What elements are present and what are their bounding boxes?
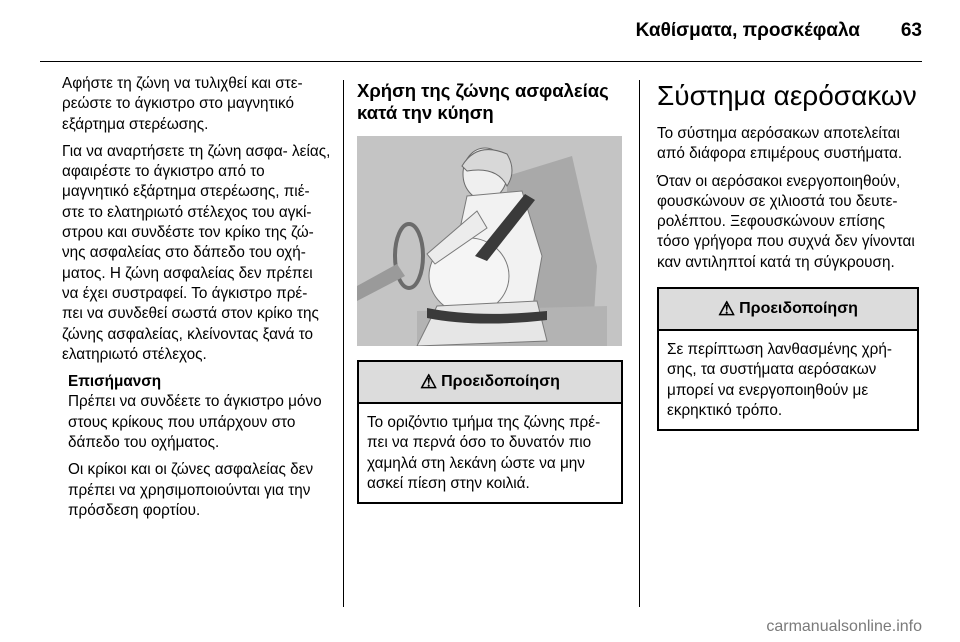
warning-title: Προειδοποίηση xyxy=(739,300,858,318)
airbag-section-title: Σύστημα αερόσακων xyxy=(657,80,917,111)
note-paragraph-hook: Πρέπει να συνδέετε το άγκιστρο μόνο στους κρίκους που υπάρχουν στο δάπεδο του οχήματος. xyxy=(68,393,322,452)
warning-text: Το οριζόντιο τμήμα της ζώνης πρέ- πει να περνά όσο το δυνατόν πιο χαμηλά στη λεκάνη ώστε να μην ασκεί πίεση στην κοιλιά. xyxy=(367,414,601,492)
column-divider-left xyxy=(343,80,344,607)
paragraph-airbag-inflation: Όταν οι αερόσακοι ενεργοποιηθούν, φουσκώνουν σε χιλιοστά του δευτε- ρολέπτου. Ξεφουσκώνουν επίσης τόσο γρήγορα που συχνά δεν γίνονται καν αντιληπτοί κατά τη σύγκρουση. xyxy=(657,172,915,271)
note-block xyxy=(68,372,332,521)
paragraph-attach-belt: Για να αναρτήσετε τη ζώνη ασφα- λείας, αφαιρέστε το άγκιστρο από το μαγνητικό εξάρτημα στερέωσης, πιέ- στε το ελατηριωτό στέλεχος του αγκί- στρου και συνδέστε τον κρίκο της ζώ- νης ασφαλείας στο δάπεδο του οχή- ματος. Η ζώνη ασφαλείας δεν πρέπει να έχει συστραφεί. Το άγκιστρο πρέ- πει να συνδεθεί σωστά στον κρίκο της ζώνης ασφαλείας, κλείνοντας ξανά το ελατηριωτό στέλεχος. xyxy=(62,142,331,363)
pregnancy-warning-box xyxy=(357,360,623,504)
column-1 xyxy=(62,74,332,528)
warning-title: Προειδοποίηση xyxy=(441,373,560,390)
header-rule xyxy=(40,61,922,62)
pregnant-driver-image xyxy=(357,136,622,346)
warning-header xyxy=(659,289,917,331)
page-title: Καθίσματα, προσκέφαλα xyxy=(635,20,860,41)
note-paragraph-load: Οι κρίκοι και οι ζώνες ασφαλείας δεν πρέπει να χρησιμοποιούνται για την πρόσδεση φορτίου. xyxy=(68,461,314,519)
warning-header xyxy=(359,362,621,404)
warning-triangle-icon: ⚠ xyxy=(420,371,438,393)
pregnant-driver-illustration xyxy=(357,136,622,346)
note-heading: Επισήμανση xyxy=(68,373,162,391)
column-2 xyxy=(357,80,622,504)
pregnancy-subheading: Χρήση της ζώνης ασφαλείας κατά την κύηση xyxy=(357,80,609,123)
page-number: 63 xyxy=(900,20,922,41)
warning-triangle-icon: ⚠ xyxy=(718,298,736,320)
column-3 xyxy=(657,80,919,431)
column-divider-right xyxy=(639,80,640,607)
paragraph-airbag-components: Το σύστημα αερόσακων αποτελείται από διάφορα επιμέρους συστήματα. xyxy=(657,125,903,163)
page-header xyxy=(0,0,960,62)
watermark-text: carmanualsonline.info xyxy=(766,618,922,635)
warning-text: Σε περίπτωση λανθασμένης χρή- σης, τα συστήματα αερόσακων μπορεί να ενεργοποιηθούν με εκρηκτικό τρόπο. xyxy=(667,341,892,419)
paragraph-retract-belt: Αφήστε τη ζώνη να τυλιχθεί και στε- ρεώστε το άγκιστρο στο μαγνητικό εξάρτημα στερέωσης. xyxy=(62,75,303,133)
airbag-warning-box xyxy=(657,287,919,431)
